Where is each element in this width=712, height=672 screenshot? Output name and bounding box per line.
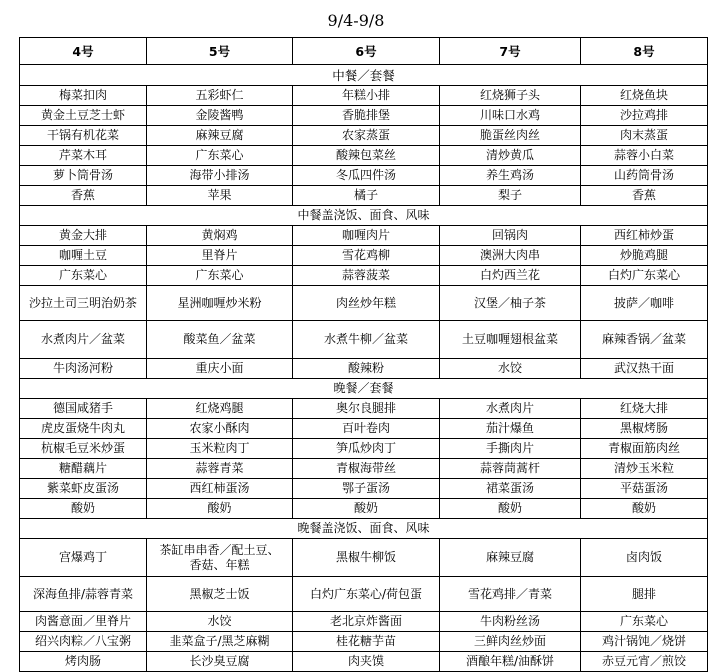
menu-cell: 肉夹馍: [293, 652, 440, 672]
menu-cell: 桂花糖芋苗: [293, 632, 440, 652]
menu-cell: 星洲咖喱炒米粉: [147, 286, 293, 321]
menu-cell: 麻辣豆腐: [440, 539, 581, 577]
menu-cell: 金陵酱鸭: [147, 106, 293, 126]
table-row: [20, 246, 708, 266]
section-title: 中餐／套餐: [20, 65, 708, 86]
menu-cell: 奥尔良腿排: [293, 399, 440, 419]
menu-cell: 广东菜心: [581, 612, 708, 632]
menu-cell: 麻辣香锅／盆菜: [581, 321, 708, 359]
day-header: 5号: [147, 38, 293, 65]
section-row: [20, 379, 708, 399]
menu-cell: 梅菜扣肉: [20, 86, 147, 106]
menu-table: [19, 37, 708, 672]
menu-cell: 沙拉土司三明治奶茶: [20, 286, 147, 321]
menu-cell: 西红柿炒蛋: [581, 226, 708, 246]
menu-cell: 腿排: [581, 577, 708, 612]
table-row: [20, 652, 708, 672]
page-title: 9/4-9/8: [327, 11, 385, 30]
table-row: [20, 146, 708, 166]
menu-cell: 广东菜心: [20, 266, 147, 286]
menu-cell: 虎皮蛋烧牛肉丸: [20, 419, 147, 439]
menu-cell: 红烧狮子头: [440, 86, 581, 106]
menu-cell: 蒜蓉菠菜: [293, 266, 440, 286]
table-row: [20, 359, 708, 379]
menu-cell: 酸辣粉: [293, 359, 440, 379]
table-row: [20, 226, 708, 246]
menu-cell: 绍兴肉粽／八宝粥: [20, 632, 147, 652]
menu-cell: 里脊片: [147, 246, 293, 266]
menu-cell: 西红柿蛋汤: [147, 479, 293, 499]
table-row: [20, 126, 708, 146]
menu-cell: 海带小排汤: [147, 166, 293, 186]
menu-cell: 长沙臭豆腐: [147, 652, 293, 672]
menu-cell: 回锅肉: [440, 226, 581, 246]
menu-cell: 韭菜盒子/黑芝麻糊: [147, 632, 293, 652]
menu-cell: 重庆小面: [147, 359, 293, 379]
menu-cell: 肉末蒸蛋: [581, 126, 708, 146]
menu-cell: 裙菜蛋汤: [440, 479, 581, 499]
menu-cell: 农家小酥肉: [147, 419, 293, 439]
menu-cell: 黑椒烤肠: [581, 419, 708, 439]
menu-cell: 酸辣包菜丝: [293, 146, 440, 166]
day-header: 4号: [20, 38, 147, 65]
menu-cell: 炒脆鸡腿: [581, 246, 708, 266]
menu-cell: 红烧大排: [581, 399, 708, 419]
table-row: [20, 321, 708, 359]
menu-cell: 苹果: [147, 186, 293, 206]
menu-cell: 酸奶: [20, 499, 147, 519]
table-row: [20, 577, 708, 612]
menu-cell: 武汉热干面: [581, 359, 708, 379]
menu-cell: 德国咸猪手: [20, 399, 147, 419]
menu-cell: 干锅有机花菜: [20, 126, 147, 146]
menu-cell: 清炒玉米粒: [581, 459, 708, 479]
menu-cell: 青椒海带丝: [293, 459, 440, 479]
table-row: [20, 612, 708, 632]
day-header: 8号: [581, 38, 708, 65]
menu-cell: 紫菜虾皮蛋汤: [20, 479, 147, 499]
menu-cell: 牛肉汤河粉: [20, 359, 147, 379]
menu-cell: 咖喱土豆: [20, 246, 147, 266]
menu-cell: 黄焖鸡: [147, 226, 293, 246]
menu-cell: 老北京炸酱面: [293, 612, 440, 632]
menu-cell: 黑椒芝士饭: [147, 577, 293, 612]
table-row: [20, 439, 708, 459]
menu-cell: 橘子: [293, 186, 440, 206]
menu-cell: 蒜蓉青菜: [147, 459, 293, 479]
menu-cell: 芹菜木耳: [20, 146, 147, 166]
menu-cell: 酸奶: [147, 499, 293, 519]
menu-cell: 清炒黄瓜: [440, 146, 581, 166]
section-title: 晚餐／套餐: [20, 379, 708, 399]
table-row: [20, 266, 708, 286]
menu-cell: 脆蛋丝肉丝: [440, 126, 581, 146]
menu-cell: 酸奶: [440, 499, 581, 519]
menu-cell: 香脆排堡: [293, 106, 440, 126]
menu-cell: 黑椒牛柳饭: [293, 539, 440, 577]
menu-cell: 香蕉: [20, 186, 147, 206]
menu-cell: 白灼广东菜心/荷包蛋: [293, 577, 440, 612]
menu-cell: 手撕肉片: [440, 439, 581, 459]
section-row: [20, 206, 708, 226]
table-row: [20, 399, 708, 419]
menu-cell: 茄汁爆鱼: [440, 419, 581, 439]
menu-cell: 肉酱意面／里脊片: [20, 612, 147, 632]
day-header: 7号: [440, 38, 581, 65]
table-row: [20, 539, 708, 577]
menu-cell: 茶缸串串香／配土豆、香菇、年糕: [147, 539, 293, 577]
menu-cell: 萝卜筒骨汤: [20, 166, 147, 186]
menu-cell: 沙拉鸡排: [581, 106, 708, 126]
menu-cell: 牛肉粉丝汤: [440, 612, 581, 632]
menu-cell: 白灼西兰花: [440, 266, 581, 286]
menu-cell: 土豆咖喱翅根盆菜: [440, 321, 581, 359]
section-title: 晚餐盖浇饭、面食、风味: [20, 519, 708, 539]
menu-cell: 水煮牛柳／盆菜: [293, 321, 440, 359]
day-header: 6号: [293, 38, 440, 65]
menu-cell: 玉米粒肉丁: [147, 439, 293, 459]
menu-cell: 广东菜心: [147, 146, 293, 166]
menu-cell: 红烧鸡腿: [147, 399, 293, 419]
menu-cell: 红烧鱼块: [581, 86, 708, 106]
menu-cell: 五彩虾仁: [147, 86, 293, 106]
menu-cell: 蒜蓉茼蒿杆: [440, 459, 581, 479]
menu-cell: 鄂子蛋汤: [293, 479, 440, 499]
menu-cell: 水煮肉片／盆菜: [20, 321, 147, 359]
menu-cell: 杭椒毛豆米炒蛋: [20, 439, 147, 459]
menu-cell: 酸菜鱼／盆菜: [147, 321, 293, 359]
header-row: [20, 38, 708, 65]
menu-cell: 赤豆元宵／煎饺: [581, 652, 708, 672]
menu-cell: 黄金大排: [20, 226, 147, 246]
menu-cell: 咖喱肉片: [293, 226, 440, 246]
menu-cell: 山药筒骨汤: [581, 166, 708, 186]
menu-cell: 水煮肉片: [440, 399, 581, 419]
menu-cell: 酸奶: [581, 499, 708, 519]
table-row: [20, 186, 708, 206]
menu-cell: 香蕉: [581, 186, 708, 206]
menu-cell: 三鲜肉丝炒面: [440, 632, 581, 652]
menu-cell: 青椒面筋肉丝: [581, 439, 708, 459]
menu-cell: 白灼广东菜心: [581, 266, 708, 286]
menu-cell: 雪花鸡排／青菜: [440, 577, 581, 612]
menu-cell: 水饺: [147, 612, 293, 632]
menu-cell: 农家蒸蛋: [293, 126, 440, 146]
menu-cell: 年糕小排: [293, 86, 440, 106]
menu-cell: 麻辣豆腐: [147, 126, 293, 146]
table-row: [20, 419, 708, 439]
menu-cell: 梨子: [440, 186, 581, 206]
menu-cell: 鸡汁锅饨／烧饼: [581, 632, 708, 652]
menu-cell: 酒酿年糕/油酥饼: [440, 652, 581, 672]
menu-cell: 水饺: [440, 359, 581, 379]
menu-cell: 汉堡／柚子茶: [440, 286, 581, 321]
menu-cell: 澳洲大肉串: [440, 246, 581, 266]
table-row: [20, 632, 708, 652]
menu-cell: 雪花鸡柳: [293, 246, 440, 266]
menu-cell: 百叶卷肉: [293, 419, 440, 439]
menu-cell: 川味口水鸡: [440, 106, 581, 126]
menu-cell: 蒜蓉小白菜: [581, 146, 708, 166]
menu-cell: 深海鱼排/蒜蓉青菜: [20, 577, 147, 612]
menu-cell: 烤肉肠: [20, 652, 147, 672]
table-row: [20, 286, 708, 321]
menu-cell: 披萨／咖啡: [581, 286, 708, 321]
menu-cell: 笋瓜炒肉丁: [293, 439, 440, 459]
table-row: [20, 86, 708, 106]
menu-cell: 糖醋藕片: [20, 459, 147, 479]
table-row: [20, 479, 708, 499]
menu-cell: 宫爆鸡丁: [20, 539, 147, 577]
section-row: [20, 519, 708, 539]
table-row: [20, 459, 708, 479]
menu-cell: 平菇蛋汤: [581, 479, 708, 499]
section-title: 中餐盖浇饭、面食、风味: [20, 206, 708, 226]
menu-cell: 养生鸡汤: [440, 166, 581, 186]
section-row: [20, 65, 708, 86]
menu-cell: 广东菜心: [147, 266, 293, 286]
menu-cell: 黄金土豆芝士虾: [20, 106, 147, 126]
table-row: [20, 499, 708, 519]
menu-cell: 卤肉饭: [581, 539, 708, 577]
menu-cell: 冬瓜四件汤: [293, 166, 440, 186]
menu-cell: 酸奶: [293, 499, 440, 519]
table-row: [20, 106, 708, 126]
table-row: [20, 166, 708, 186]
menu-cell: 肉丝炒年糕: [293, 286, 440, 321]
